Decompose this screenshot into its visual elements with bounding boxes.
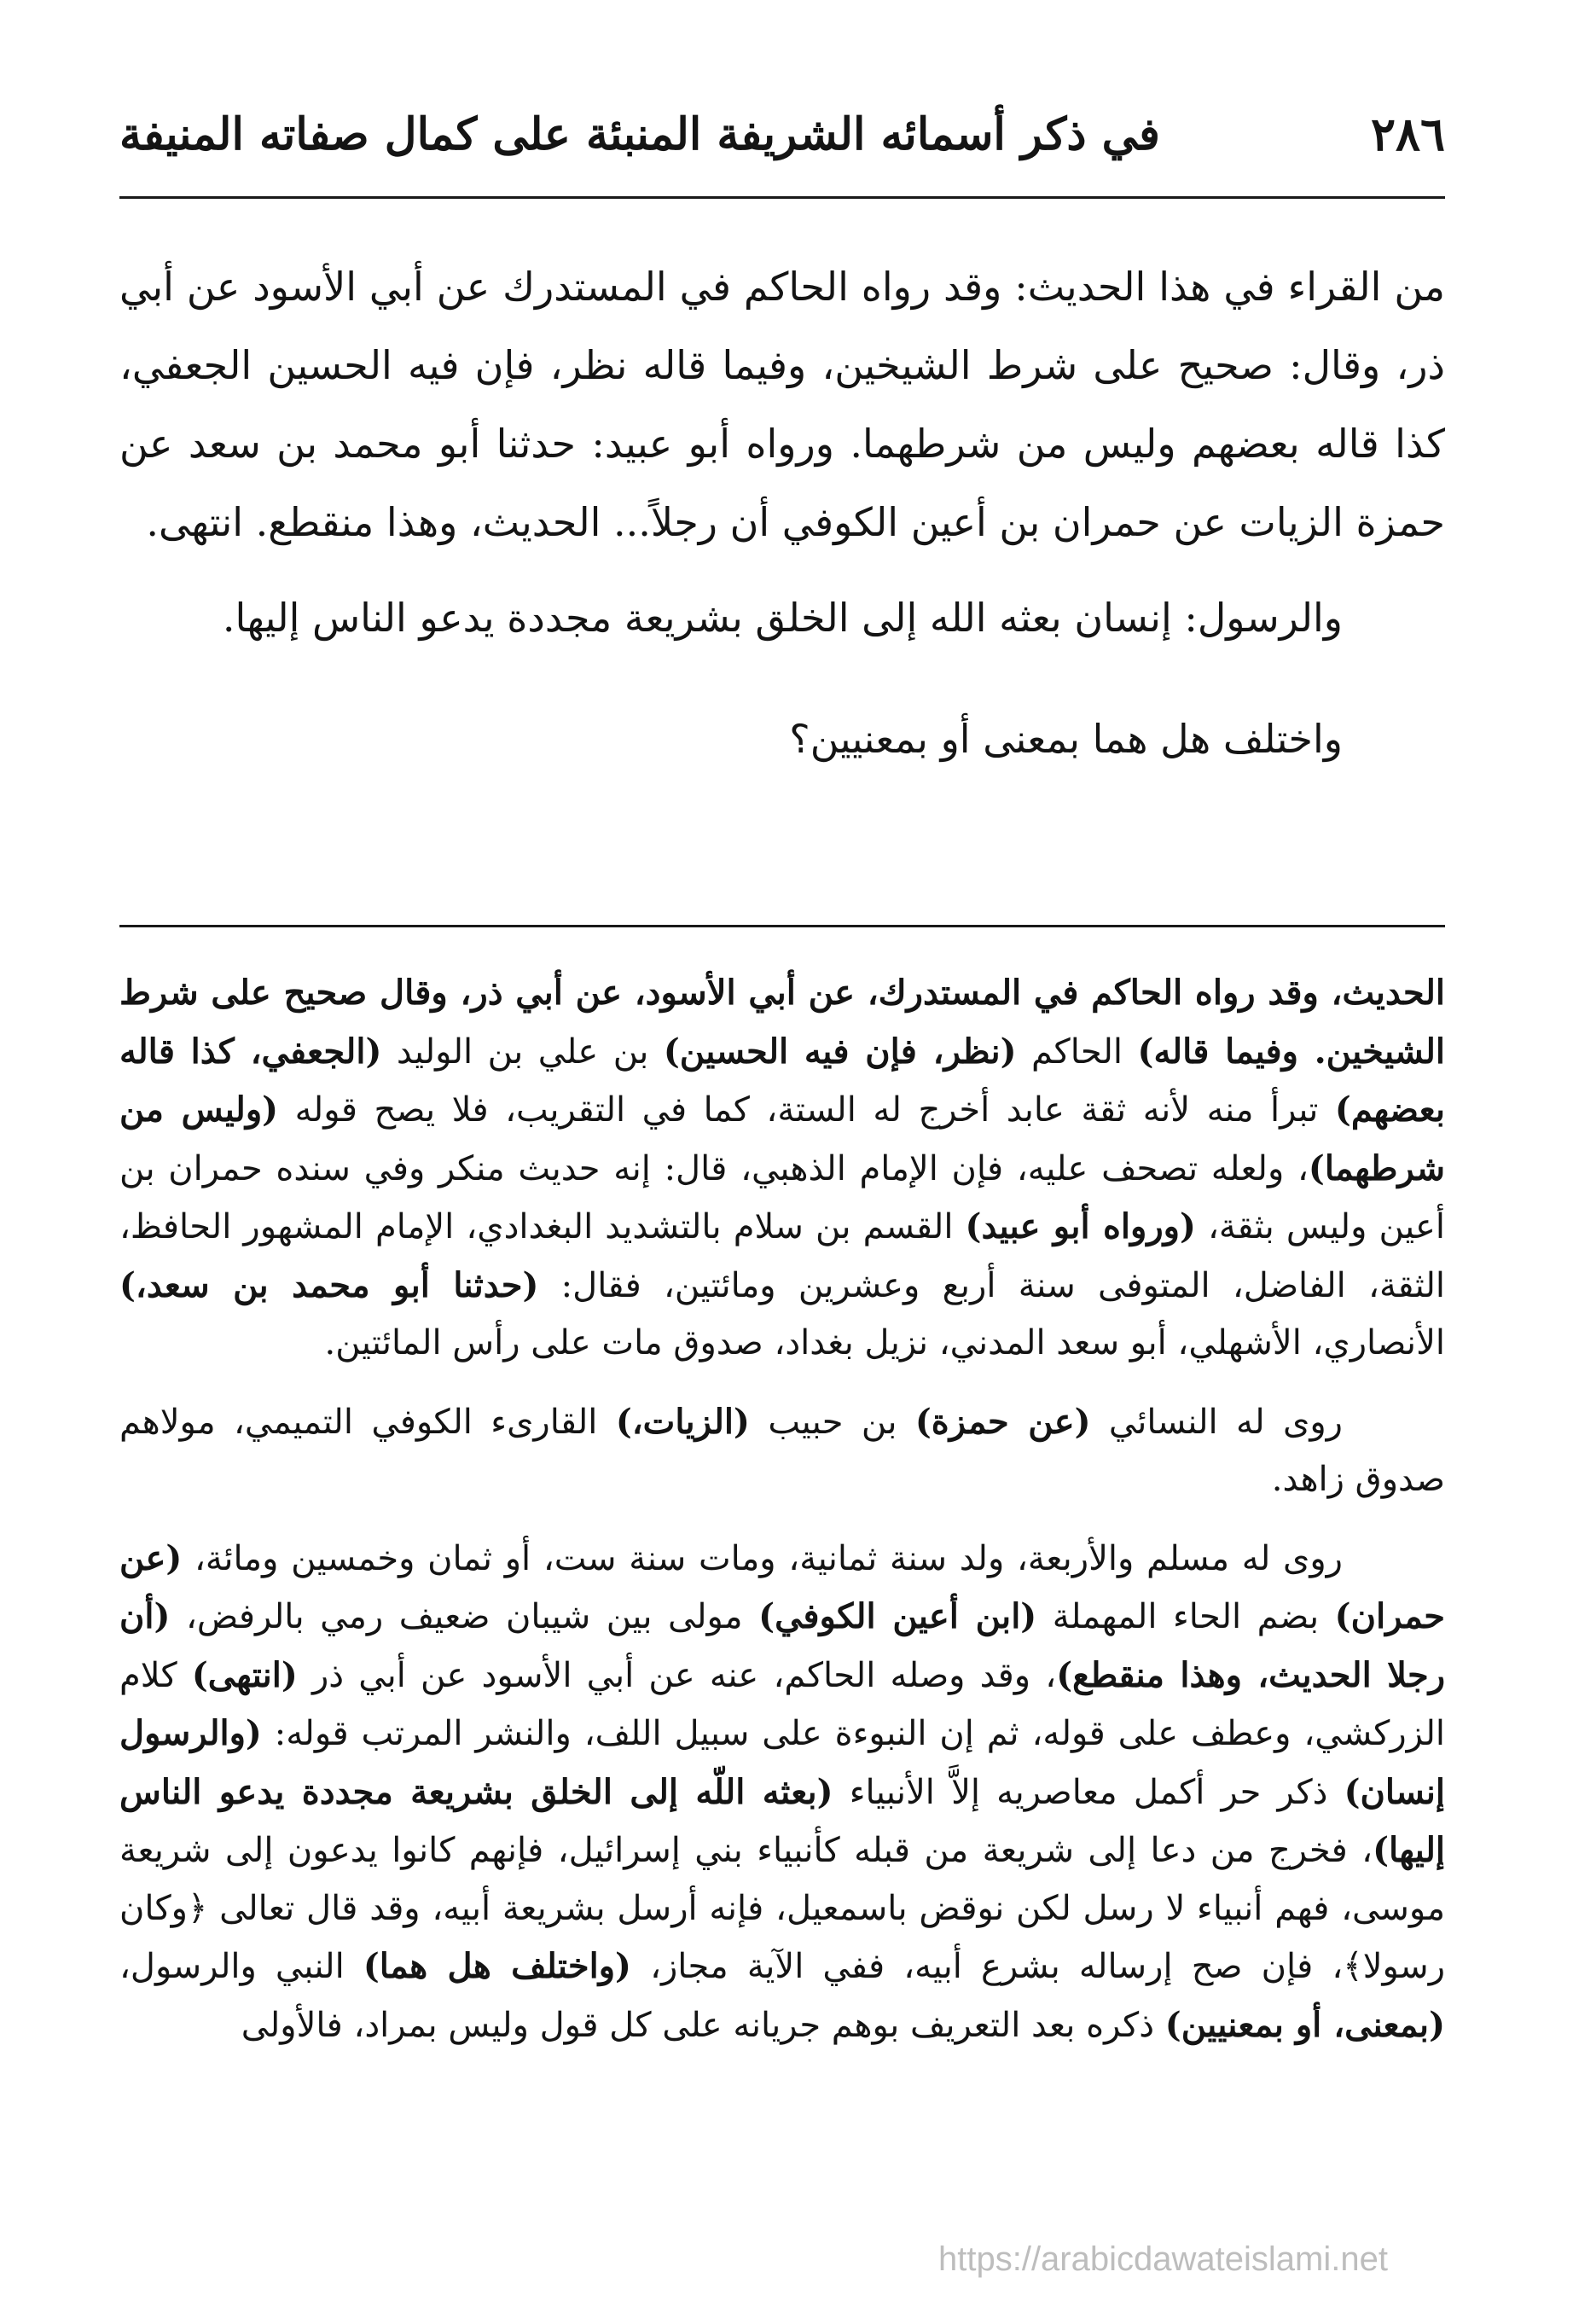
commentary-quoted-text: (الزيات،) — [615, 1401, 750, 1442]
commentary-quoted-text: (أن رجلا الحديث، وهذا منقطع) — [119, 1596, 1446, 1695]
running-title: في ذكر أسمائه الشريفة المنبئة على كمال صفاته المنيفة — [119, 107, 1160, 160]
commentary-quoted-text: (انتهى) — [191, 1654, 298, 1695]
commentary-text: كلام الزركشي، وعطف على قوله، ثم إن النبوءة على سبيل اللف، والنشر المرتب قوله: — [119, 1655, 1445, 1753]
commentary-quoted-text: (ابن أعين الكوفي) — [758, 1596, 1037, 1636]
commentary-quoted-text: (بمعنى، أو بمعنيين) — [1164, 2004, 1445, 2045]
commentary-quoted-text: (وليس من شرطهما) — [119, 1089, 1445, 1188]
commentary-text: النبي والرسول، — [119, 1947, 363, 1986]
commentary-text: ذكره بعد التعريف بوهم جريانه على كل قول وليس بمراد، فالأولى — [241, 2005, 1165, 2045]
commentary-quoted-text: (نظر، فإن فيه الحسين) — [663, 1031, 1017, 1072]
commentary-quoted-text: (الجعفي، كذا قاله بعضهم) — [119, 1031, 1446, 1130]
main-paragraph: واختلف هل هما بمعنى أو بمعنيين؟ — [789, 716, 1343, 762]
commentary-text: مولى بين شيبان ضعيف رمي بالرفض، — [170, 1597, 759, 1636]
page-number: ٢٨٦ — [1370, 107, 1445, 161]
commentary-quoted-text: (حدثنا أبو محمد بن سعد،) — [119, 1264, 539, 1305]
commentary-quoted-text: (عن حمزة) — [914, 1401, 1091, 1442]
commentary-paragraph — [119, 1393, 1445, 1509]
commentary-quoted-text: (بعثه اللّه إلى الخلق بشريعة مجددة يدعو الناس إليها) — [119, 1771, 1445, 1870]
commentary-text: ذكر حر أكمل معاصريه إلاَّ الأنبياء — [833, 1772, 1344, 1812]
commentary-text: بن علي بن الوليد — [381, 1031, 664, 1072]
header-divider — [119, 196, 1445, 199]
commentary-quoted-text: الحديث، وقد رواه الحاكم في المستدرك، عن أبي الأسود، عن أبي ذر، وقال صحيح على شرط الشيخين. وفيما قاله) — [119, 973, 1446, 1072]
commentary-text: تبرأ منه لأنه ثقة عابد أخرج له الستة، كما في التقريب، فلا يصح قوله — [278, 1090, 1335, 1130]
commentary-text: ، ولعله تصحف عليه، فإن الإمام الذهبي، قال: إنه حديث منكر وفي سنده حمران بن أعين وليس بثقة، — [119, 1148, 1446, 1246]
commentary-divider — [119, 925, 1445, 927]
website-watermark: https://arabicdawateislami.net — [938, 2240, 1388, 2278]
main-paragraph: والرسول: إنسان بعثه الله إلى الخلق بشريعة مجددة يدعو الناس إليها. — [222, 595, 1343, 641]
commentary-quoted-text: (والرسول إنسان) — [119, 1713, 1445, 1812]
commentary-block — [119, 964, 1445, 2054]
commentary-text: القسم بن سلام بالتشديد البغدادي، الإمام المشهور الحافظ، الثقة، الفاضل، المتوفى سنة أربع وعشرين ومائتين، فقال: — [119, 1207, 1445, 1305]
main-text-block — [119, 247, 1445, 778]
commentary-paragraph — [119, 1530, 1445, 2055]
running-header — [119, 96, 1445, 172]
commentary-quoted-text: (ورواه أبو عبيد) — [965, 1206, 1196, 1246]
commentary-text: بضم الحاء المهملة — [1036, 1597, 1335, 1636]
commentary-text: القارىء الكوفي التميمي، مولاهم صدوق زاهد. — [119, 1402, 1445, 1499]
commentary-quoted-text: (واختلف هل هما) — [363, 1946, 631, 1986]
commentary-text: الأنصاري، الأشهلي، أبو سعد المدني، نزيل بغداد، صدوق مات على رأس المائتين. — [324, 1323, 1445, 1362]
commentary-text: ، فخرج من دعا إلى شريعة من قبله كأنبياء بني إسرائيل، فإنهم كانوا يدعون إلى شريعة موسى، فهم أنبياء لا رسل لكن نوقض باسمعيل، فإنه أرسل بشريعة أبيه، وقد قال تعالى ﴿وكان رسولا﴾، فإن صح إرساله بشرع أبيه، ففي الآية مجاز، — [119, 1831, 1446, 1986]
commentary-paragraph — [119, 964, 1445, 1373]
commentary-text: بن حبيب — [749, 1402, 915, 1442]
commentary-text: الحاكم — [1016, 1031, 1138, 1072]
commentary-text: روى له مسلم والأربعة، ولد سنة ثمانية، ومات سنة ست، أو ثمان وخمسين ومائة، — [182, 1538, 1343, 1578]
commentary-text: ، وقد وصله الحاكم، عنه عن أبي الأسود عن أبي ذر — [297, 1655, 1057, 1695]
commentary-quoted-text: (عن حمران) — [119, 1537, 1445, 1636]
main-paragraph: من القراء في هذا الحديث: وقد رواه الحاكم في المستدرك عن أبي الأسود عن أبي ذر، وقال: صحيح على شرط الشيخين، وفيما قاله نظر، فإن فيه الحسين الجعفي، كذا قاله بعضهم وليس من شرطهما. ورواه أبو عبيد: حدثنا أبو محمد بن سعد عن حمزة الزيات عن حمران بن أعين الكوفي أن رجلاً... الحديث، وهذا منقطع. انتهى. — [119, 264, 1445, 545]
commentary-text: روى له النسائي — [1090, 1402, 1343, 1442]
